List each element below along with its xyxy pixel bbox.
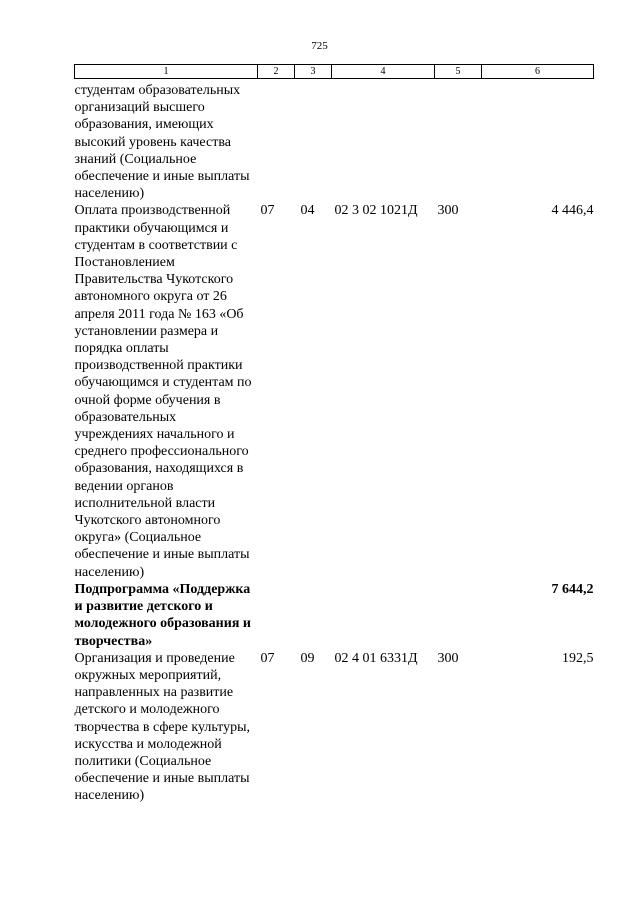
item-name: Организация и проведение окружных мероприятий, направленных на развитие детского и молодежного творчества в сфере культуры, искусства и молодежной политики (Социальное обеспечение и иные выплаты населению) <box>74 650 251 804</box>
section-code: 07 <box>260 650 275 666</box>
expense-type-code: 300 <box>437 203 459 219</box>
amount: 4 446,4 <box>551 203 594 219</box>
subsection-code <box>295 79 332 203</box>
table-row <box>75 202 594 580</box>
amount: 7 644,2 <box>551 581 594 597</box>
target-article-code: 02 3 02 1021Д <box>334 203 418 219</box>
column-header-5: 5 <box>435 65 482 79</box>
item-name: Оплата производственной практики обучающимся и студентам в соответствии с Постановлением Правительства Чукотского автономного округа от 26 апреля 2011 года № 163 «Об установлении размера и порядка оплаты производственной практики обучающимся и студентам по очной форме обучения в образовательных учреждениях начального и среднего профессионального образования, находящихся в ведении органов исполнительной власти Чукотского автономного округа» (Социальное обеспечение и иные выплаты населению) <box>74 203 252 580</box>
target-article-code <box>332 581 435 650</box>
table-row <box>75 79 594 203</box>
column-header-3: 3 <box>295 65 332 79</box>
expense-type-code <box>435 581 482 650</box>
column-header-1: 1 <box>75 65 258 79</box>
subsection-code: 09 <box>300 650 315 666</box>
budget-table <box>74 64 594 805</box>
column-number-row <box>75 65 594 79</box>
expense-type-code: 300 <box>437 650 459 666</box>
target-article-code <box>332 79 435 203</box>
page-number: 725 <box>311 40 328 52</box>
subsection-code: 04 <box>300 203 315 219</box>
amount <box>482 79 594 203</box>
table-row <box>75 650 594 805</box>
target-article-code: 02 4 01 6331Д <box>334 650 418 666</box>
amount: 192,5 <box>562 650 594 666</box>
section-code <box>258 79 295 203</box>
section-code <box>258 581 295 650</box>
column-header-2: 2 <box>258 65 295 79</box>
subsection-code <box>295 581 332 650</box>
column-header-6: 6 <box>482 65 594 79</box>
expense-type-code <box>435 79 482 203</box>
item-name: Подпрограмма «Поддержка и развитие детского и молодежного образования и творчества» <box>74 581 251 649</box>
subprogram-row <box>75 581 594 650</box>
item-name: студентам образовательных организаций высшего образования, имеющих высокий уровень качества знаний (Социальное обеспечение и иные выплаты населению) <box>74 83 250 202</box>
column-header-4: 4 <box>332 65 435 79</box>
section-code: 07 <box>260 203 275 219</box>
